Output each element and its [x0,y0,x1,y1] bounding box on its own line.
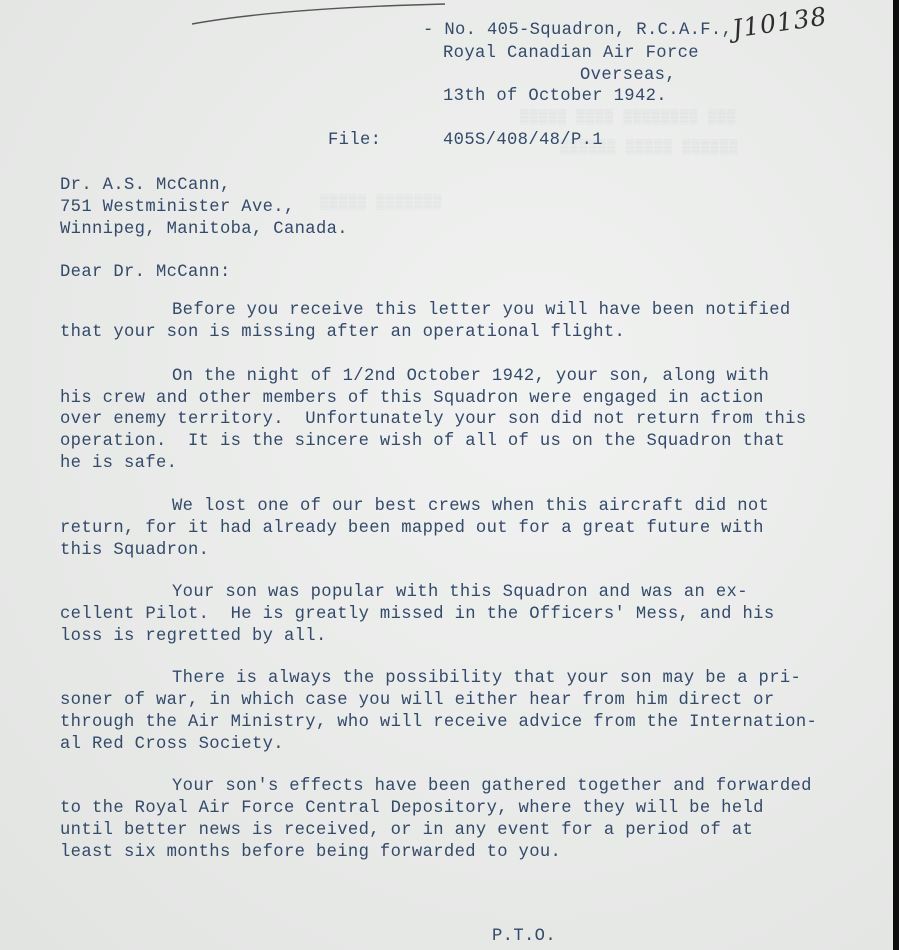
file-number: 405S/408/48/P.1 [443,131,603,150]
paragraph-line: cellent Pilot. He is greatly missed in the Officers' Mess, and his [60,605,775,624]
paragraph-line: least six months before being forwarded to you. [60,843,562,862]
addressee-name: Dr. A.S. McCann, [60,176,231,195]
paragraph-line: return, for it had already been mapped out for a great future with [60,519,764,538]
paragraph-line: loss is regretted by all. [60,627,327,646]
paragraph-line: There is always the possibility that your son may be a pri- [172,669,802,688]
paragraph-line: operation. It is the sincere wish of all of us on the Squadron that [60,432,786,451]
paragraph-line: that your son is missing after an operational flight. [60,323,626,342]
bleed-through-text: ▒▒▒▒▒▒ ▒▒▒▒▒ ▒▒▒▒▒▒ [560,140,739,156]
paragraph-line: Before you receive this letter you will have been notified [172,301,791,320]
scan-edge [893,0,899,950]
paragraph-line: until better news is received, or in any event for a period of at [60,821,754,840]
salutation: Dear Dr. McCann: [60,263,231,282]
file-label: File: [328,131,382,150]
paragraph-line: soner of war, in which case you will either hear from him direct or [60,691,775,710]
pen-stroke-mark [190,0,450,40]
paragraph-line: al Red Cross Society. [60,735,284,754]
addressee-street: 751 Westminister Ave., [60,198,295,217]
paragraph-line: through the Air Ministry, who will receive advice from the Internation- [60,713,818,732]
page-turn-note: P.T.O. [492,927,556,946]
letter-date: 13th of October 1942. [443,87,667,106]
paragraph-line: On the night of 1/2nd October 1942, your son, along with [172,367,770,386]
paragraph-line: to the Royal Air Force Central Depository, where they will be held [60,799,764,818]
squadron-line: - No. 405-Squadron, R.C.A.F., [423,21,733,40]
handwritten-reference: J10138 [730,1,830,44]
bleed-through-text: ▒▒▒▒▒ ▒▒▒▒ ▒▒▒▒▒▒▒▒ ▒▒▒ [520,110,737,126]
paragraph-line: this Squadron. [60,541,210,560]
overseas-line: Overseas, [580,66,676,85]
bleed-through-text: ▒▒▒▒▒ ▒▒▒▒▒▒▒ [320,195,443,211]
paragraph-line: he is safe. [60,454,178,473]
paragraph-line: over enemy territory. Unfortunately your son did not return from this [60,410,807,429]
paragraph-line: Your son was popular with this Squadron and was an ex- [172,583,748,602]
paragraph-line: Your son's effects have been gathered together and forwarded [172,777,812,796]
paragraph-line: his crew and other members of this Squadron were engaged in action [60,389,764,408]
air-force-line: Royal Canadian Air Force [443,44,699,63]
addressee-city: Winnipeg, Manitoba, Canada. [60,220,348,239]
paragraph-line: We lost one of our best crews when this aircraft did not [172,497,770,516]
